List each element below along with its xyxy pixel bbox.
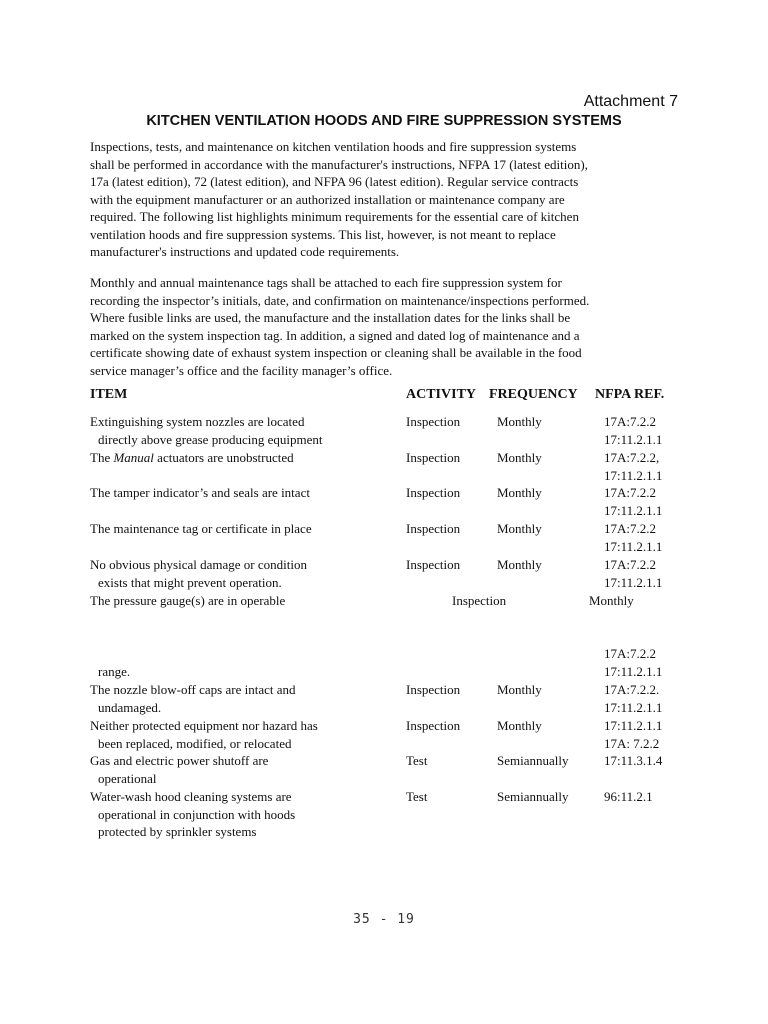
nfpa-cell — [604, 752, 662, 770]
activity-cell: Inspection — [406, 485, 461, 500]
paragraph-line: manufacturer's instructions and updated code requirements. — [90, 244, 400, 259]
frequency-cell: Monthly — [497, 718, 542, 733]
activity-cell: Inspection — [406, 557, 461, 572]
attachment-label: Attachment 7 — [583, 93, 678, 110]
header-frequency: FREQUENCY — [489, 387, 578, 402]
item-text-continued: operational — [98, 770, 157, 786]
frequency-cell: Monthly — [497, 557, 542, 572]
header-item: ITEM — [90, 387, 128, 402]
activity-cell: Inspection — [406, 521, 461, 536]
item-text-continued: exists that might prevent operation. — [98, 574, 282, 590]
table-row-item — [90, 752, 268, 787]
item-text-continued: undamaged. — [98, 699, 162, 715]
item-text: The tamper indicator’s and seals are intact — [90, 485, 310, 500]
paragraph-line: 17a (latest edition), 72 (latest edition), and NFPA 96 (latest edition). Regular service contracts — [90, 174, 579, 189]
activity-cell: Test — [406, 753, 428, 768]
nfpa-ref: 17A:7.2.2 — [604, 557, 656, 572]
activity-cell: Inspection — [452, 593, 507, 608]
item-text-continued: operational in conjunction with hoods — [98, 806, 296, 822]
nfpa-cell — [604, 413, 662, 448]
nfpa-ref: 17A:7.2.2. — [604, 682, 660, 697]
table-row-item — [90, 556, 307, 591]
table-row-item — [90, 484, 310, 502]
paragraph-line: Inspections, tests, and maintenance on kitchen ventilation hoods and fire suppression systems — [90, 139, 577, 154]
item-text-emphasis: Manual — [113, 450, 154, 465]
nfpa-ref: 17A:7.2.2, — [604, 450, 660, 465]
intro-paragraph — [90, 138, 690, 261]
activity-cell: Test — [406, 789, 428, 804]
nfpa-ref: 17:11.2.1.1 — [604, 718, 663, 733]
paragraph-line: service manager’s office and the facility manager’s office. — [90, 362, 393, 378]
nfpa-cell — [604, 788, 653, 806]
activity-cell: Inspection — [406, 450, 461, 465]
item-text: Neither protected equipment nor hazard has — [90, 718, 318, 733]
nfpa-cell — [604, 717, 662, 752]
nfpa-ref: 17:11.2.1.1 — [604, 431, 663, 447]
nfpa-ref: 17:11.2.1.1 — [604, 574, 663, 590]
nfpa-ref: 17:11.2.1.1 — [604, 467, 663, 483]
frequency-cell: Monthly — [497, 521, 542, 536]
paragraph-line: ventilation hoods and fire suppression systems. This list, however, is not meant to replace — [90, 226, 556, 242]
item-text: Extinguishing system nozzles are located — [90, 414, 305, 429]
nfpa-ref: 17:11.3.1.4 — [604, 753, 663, 768]
nfpa-cell — [604, 645, 662, 680]
item-text: The nozzle blow-off caps are intact and — [90, 682, 296, 697]
paragraph-line: Where fusible links are used, the manufacture and the installation dates for the links shall be — [90, 310, 571, 325]
nfpa-ref: 17:11.2.1.1 — [604, 663, 663, 679]
nfpa-cell — [604, 520, 662, 555]
frequency-cell: Monthly — [497, 485, 542, 500]
page-number: 35 - 19 — [353, 912, 415, 927]
item-text: The maintenance tag or certificate in place — [90, 521, 312, 536]
header-nfpa-ref: NFPA REF. — [595, 387, 665, 402]
item-text: The — [90, 450, 114, 465]
item-text: Gas and electric power shutoff are — [90, 753, 269, 768]
paragraph-line: recording the inspector’s initials, date, and confirmation on maintenance/inspections performed. — [90, 292, 590, 308]
activity-cell: Inspection — [406, 414, 461, 429]
table-row-item — [90, 717, 318, 752]
paragraph-line: required. The following list highlights minimum requirements for the essential care of kitchen — [90, 209, 579, 224]
nfpa-ref: 96:11.2.1 — [604, 789, 653, 804]
paragraph-line: with the equipment manufacturer or an authorized installation or maintenance company are — [90, 191, 565, 207]
table-row-item — [90, 681, 296, 716]
item-text: No obvious physical damage or condition — [90, 557, 307, 572]
nfpa-ref: 17A:7.2.2 — [604, 485, 656, 500]
item-text-continued: protected by sprinkler systems — [98, 824, 257, 839]
nfpa-ref: 17:11.2.1.1 — [604, 538, 663, 554]
table-row-item — [90, 520, 312, 538]
item-text-continued: been replaced, modified, or relocated — [98, 735, 292, 751]
frequency-cell: Monthly — [497, 414, 542, 429]
item-text: The pressure gauge(s) are in operable — [90, 593, 286, 608]
item-text-continued: directly above grease producing equipment — [98, 431, 323, 447]
nfpa-ref: 17A:7.2.2 — [604, 521, 656, 536]
frequency-cell: Semiannually — [497, 789, 569, 804]
nfpa-ref: 17:11.2.1.1 — [604, 699, 663, 715]
header-activity: ACTIVITY — [406, 387, 477, 402]
tags-paragraph — [90, 274, 690, 379]
nfpa-ref: 17:11.2.1.1 — [604, 502, 663, 518]
nfpa-cell — [604, 556, 662, 591]
paragraph-line: shall be performed in accordance with the manufacturer's instructions, NFPA 17 (latest edition), — [90, 156, 588, 172]
table-row-item — [90, 449, 294, 467]
nfpa-cell — [604, 484, 662, 519]
frequency-cell: Monthly — [497, 450, 542, 465]
table-row-item — [90, 788, 295, 841]
paragraph-line: Monthly and annual maintenance tags shall be attached to each fire suppression system for — [90, 275, 562, 290]
nfpa-ref: 17A:7.2.2 — [604, 646, 656, 661]
item-text-continued: range. — [98, 664, 131, 679]
page-title: KITCHEN VENTILATION HOODS AND FIRE SUPPRESSION SYSTEMS — [146, 113, 622, 129]
frequency-cell: Monthly — [497, 682, 542, 697]
item-text: actuators are unobstructed — [153, 450, 294, 465]
frequency-cell: Monthly — [589, 593, 634, 608]
item-text: Water-wash hood cleaning systems are — [90, 789, 292, 804]
paragraph-line: marked on the system inspection tag. In addition, a signed and dated log of maintenance and a — [90, 327, 580, 343]
activity-cell: Inspection — [406, 718, 461, 733]
nfpa-cell — [604, 681, 662, 716]
frequency-cell: Semiannually — [497, 753, 569, 768]
nfpa-ref: 17A: 7.2.2 — [604, 735, 660, 751]
paragraph-line: certificate showing date of exhaust system inspection or cleaning shall be available in the food — [90, 345, 582, 360]
nfpa-cell — [604, 449, 662, 484]
table-row-item — [90, 413, 323, 448]
nfpa-ref: 17A:7.2.2 — [604, 414, 656, 429]
activity-cell: Inspection — [406, 682, 461, 697]
